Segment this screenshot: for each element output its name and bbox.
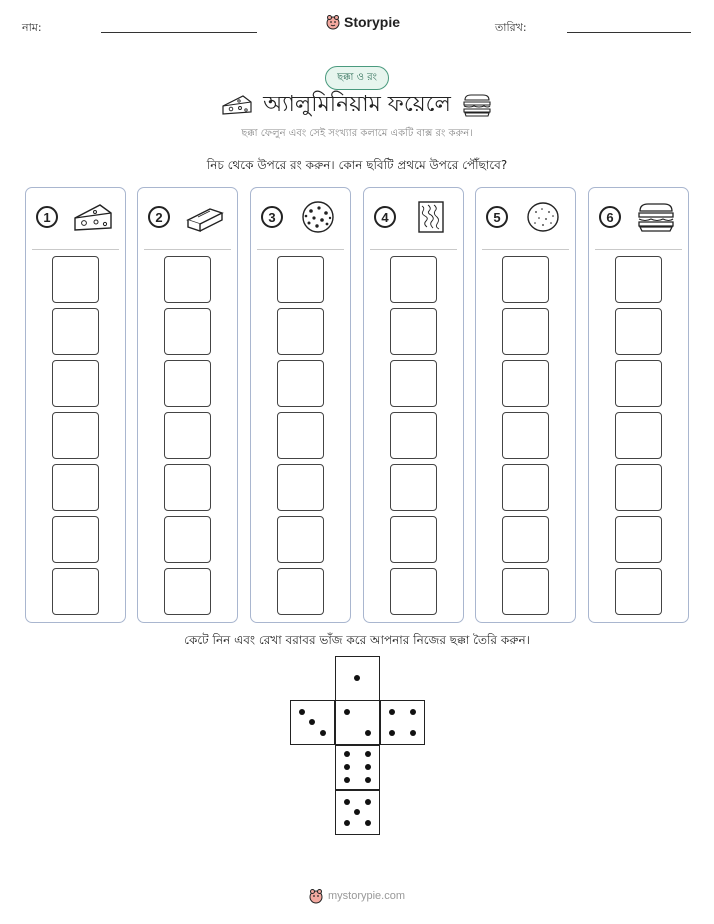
color-box[interactable] <box>277 568 324 615</box>
die-pip <box>365 799 371 805</box>
color-box[interactable] <box>164 256 211 303</box>
color-box[interactable] <box>277 360 324 407</box>
die-pip <box>344 777 350 783</box>
title-row <box>0 88 714 122</box>
color-box[interactable] <box>52 256 99 303</box>
cheese-icon <box>72 200 114 234</box>
die-pip <box>365 751 371 757</box>
die-pip <box>320 730 326 736</box>
color-box[interactable] <box>615 360 662 407</box>
color-box[interactable] <box>502 412 549 459</box>
column-number: 4 <box>374 206 396 228</box>
sandwich-icon <box>635 200 677 234</box>
potato-icon <box>522 200 564 234</box>
color-box[interactable] <box>390 256 437 303</box>
game-type-badge: ছক্কা ও রং <box>325 66 389 90</box>
column-divider <box>32 249 119 250</box>
die-face-5 <box>335 790 380 835</box>
color-box[interactable] <box>164 308 211 355</box>
die-pip <box>344 709 350 715</box>
footer-url[interactable]: mystorypie.com <box>327 890 406 902</box>
die-pip <box>299 709 305 715</box>
date-label: তারিখ: <box>495 21 527 34</box>
color-box[interactable] <box>502 464 549 511</box>
butter-icon <box>184 200 226 234</box>
die-pip <box>389 709 395 715</box>
color-box[interactable] <box>277 256 324 303</box>
color-box[interactable] <box>277 464 324 511</box>
color-box[interactable] <box>615 412 662 459</box>
column-divider <box>370 249 457 250</box>
color-box[interactable] <box>52 516 99 563</box>
die-pip <box>344 820 350 826</box>
pie-mascot-icon <box>326 14 340 30</box>
race-column-2 <box>137 187 238 623</box>
color-box[interactable] <box>502 360 549 407</box>
die-face-2 <box>335 700 380 745</box>
color-box[interactable] <box>164 412 211 459</box>
race-column-1 <box>25 187 126 623</box>
color-box[interactable] <box>502 568 549 615</box>
die-pip <box>365 777 371 783</box>
cut-instruction: কেটে নিন এবং রেখা বরাবর ভাঁজ করে আপনার নিজের ছক্কা তৈরি করুন। <box>184 633 530 647</box>
color-box[interactable] <box>615 308 662 355</box>
die-pip <box>389 730 395 736</box>
color-box[interactable] <box>277 412 324 459</box>
storypie-logo <box>326 14 400 30</box>
brand-name: Storypie <box>344 14 401 30</box>
column-number: 1 <box>36 206 58 228</box>
name-label: নাম: <box>22 21 42 34</box>
color-box[interactable] <box>502 256 549 303</box>
column-number: 6 <box>599 206 621 228</box>
cheese-icon <box>221 92 253 118</box>
column-number: 2 <box>148 206 170 228</box>
die-face-1 <box>335 656 380 701</box>
color-box[interactable] <box>390 308 437 355</box>
color-box[interactable] <box>52 412 99 459</box>
color-box[interactable] <box>390 360 437 407</box>
color-box[interactable] <box>52 568 99 615</box>
die-pip <box>365 764 371 770</box>
color-box[interactable] <box>502 516 549 563</box>
race-column-4 <box>363 187 464 623</box>
color-box[interactable] <box>52 360 99 407</box>
die-pip <box>365 820 371 826</box>
race-column-6 <box>588 187 689 623</box>
color-box[interactable] <box>615 516 662 563</box>
die-face-4 <box>380 700 425 745</box>
race-column-5 <box>475 187 576 623</box>
pie-mascot-icon <box>309 888 323 904</box>
color-box[interactable] <box>52 464 99 511</box>
die-pip <box>344 751 350 757</box>
footer <box>0 888 714 904</box>
color-box[interactable] <box>615 464 662 511</box>
color-box[interactable] <box>164 464 211 511</box>
die-pip <box>354 675 360 681</box>
color-box[interactable] <box>390 464 437 511</box>
sandwich-icon <box>461 92 493 118</box>
die-pip <box>410 730 416 736</box>
color-box[interactable] <box>390 412 437 459</box>
color-box[interactable] <box>615 256 662 303</box>
column-number: 5 <box>486 206 508 228</box>
cookie-icon <box>297 200 339 234</box>
die-pip <box>354 809 360 815</box>
die-pip <box>344 799 350 805</box>
color-box[interactable] <box>277 516 324 563</box>
date-line[interactable] <box>567 32 691 33</box>
column-divider <box>595 249 682 250</box>
die-face-6 <box>335 745 380 790</box>
subtitle: ছক্কা ফেলুন এবং সেই সংখ্যার কলামে একটি বাক্স রং করুন। <box>241 128 473 139</box>
column-number: 3 <box>261 206 283 228</box>
die-pip <box>410 709 416 715</box>
color-box[interactable] <box>277 308 324 355</box>
color-box[interactable] <box>52 308 99 355</box>
color-box[interactable] <box>164 516 211 563</box>
die-pip <box>309 719 315 725</box>
page-title: অ্যালুমিনিয়াম ফয়েলে <box>263 91 451 117</box>
color-box[interactable] <box>164 568 211 615</box>
column-divider <box>144 249 231 250</box>
race-column-3 <box>250 187 351 623</box>
column-divider <box>257 249 344 250</box>
lasagna-icon <box>410 200 452 234</box>
race-instruction: নিচ থেকে উপরে রং করুন। কোন ছবিটি প্রথমে উপরে পৌঁছাবে? <box>206 158 508 172</box>
color-box[interactable] <box>390 516 437 563</box>
die-pip <box>344 764 350 770</box>
color-box[interactable] <box>164 360 211 407</box>
column-divider <box>482 249 569 250</box>
die-pip <box>365 730 371 736</box>
die-face-3 <box>290 700 335 745</box>
color-box[interactable] <box>502 308 549 355</box>
color-box[interactable] <box>390 568 437 615</box>
color-box[interactable] <box>615 568 662 615</box>
name-line[interactable] <box>101 32 257 33</box>
